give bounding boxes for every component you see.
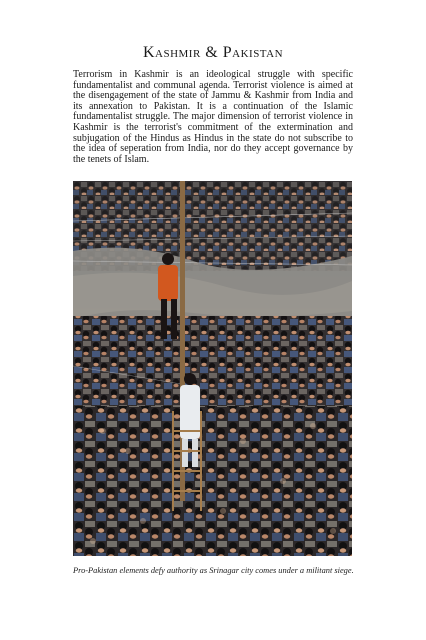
middle-crowd <box>73 316 352 411</box>
crowd-photo <box>73 181 352 556</box>
foreground-crowd <box>73 406 352 556</box>
photo-caption: Pro-Pakistan elements defy authority as Srinagar city comes under a militant siege. <box>73 566 354 575</box>
body-paragraph: Terrorism in Kashmir is an ideological struggle with specific fundamentalist and communal agenda. Terrorist violence is aimed at the disengagement of the state of Jammu & Kashmir from India and its annexation to Pakistan. It is a continuation of the Islamic fundamentalist struggle. The major dimension of terrorist violence in Kashmir is the terrorist's commitment of the extermination and subjugation of the Hindus as Hindus in the state do not subscribe to the idea of seperation from India, nor do they accept governance by the tenets of Islam. <box>73 69 353 165</box>
page-title: Kashmir & Pakistan <box>142 44 284 61</box>
